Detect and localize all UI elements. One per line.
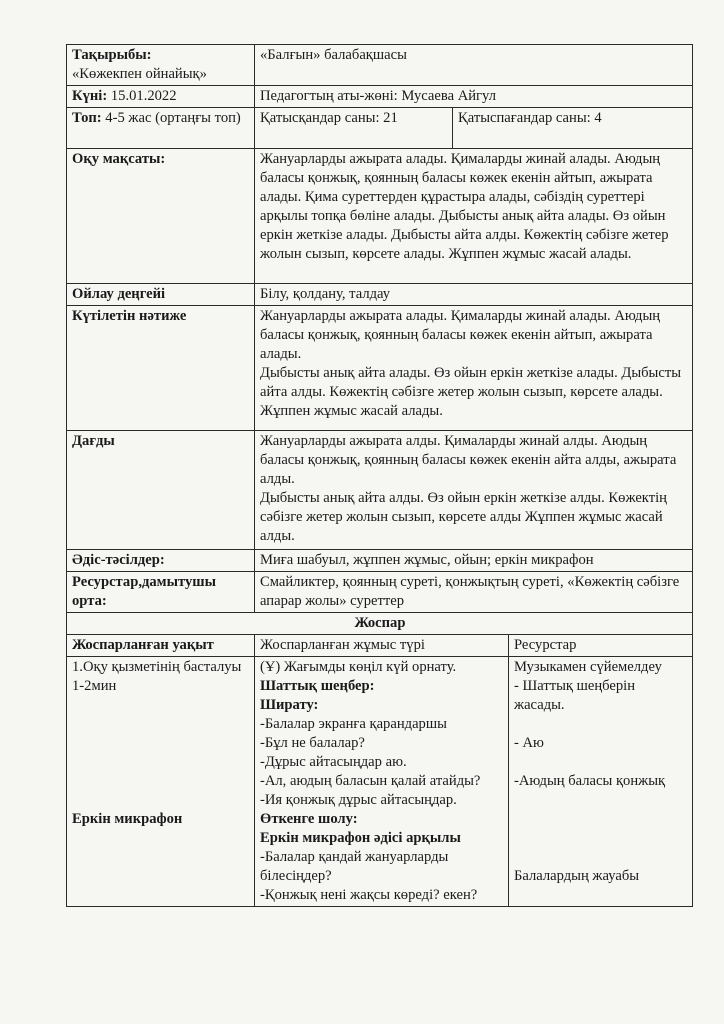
level-text: Білу, қолдану, талдау: [255, 284, 693, 306]
absent-count: Қатыспағандар саны: 4: [453, 108, 693, 149]
free-mic-label: Еркін микрафон: [72, 811, 183, 827]
teacher-name: Педагогтың аты-жөні: Мусаева Айгул: [255, 86, 693, 108]
resource-line: - Шаттық шеңберін жасады.: [514, 678, 636, 713]
methods-text: Миға шабуыл, жұппен жұмыс, ойын; еркін микрафон: [255, 550, 693, 572]
date-cell: [67, 86, 255, 108]
spacer: [514, 753, 688, 772]
topic-cell: [67, 45, 255, 86]
work-line: (Ұ) Жағымды көңіл күй орнату.: [260, 659, 457, 675]
skill-label: Дағды: [67, 431, 255, 550]
plan-row: [67, 657, 693, 907]
work-heading: Шаттық шеңбер:: [260, 678, 375, 694]
lesson-plan-table: [66, 44, 693, 907]
topic-value: «Көжекпен ойнайық»: [72, 66, 207, 82]
goal-row: [67, 149, 693, 284]
expected-row: [67, 306, 693, 431]
stage-name: 1.Оқу қызметінің басталуы: [72, 659, 242, 675]
lesson-plan-document: [66, 44, 692, 907]
group-row: [67, 108, 693, 149]
group-value: 4-5 жас (ортаңғы топ): [101, 110, 241, 126]
group-label: Топ:: [72, 110, 102, 126]
stage-duration: 1-2мин: [72, 678, 117, 694]
resource-line: - Аю: [514, 735, 544, 751]
work-line: -Балалар қандай жануарларды білесіңдер?: [260, 849, 449, 884]
work-line: -Дұрыс айтасыңдар аю.: [260, 754, 407, 770]
date-row: [67, 86, 693, 108]
work-heading: Еркін микрафон әдісі арқылы: [260, 830, 461, 846]
skill-row: [67, 431, 693, 550]
plan-work-cell: [255, 657, 509, 907]
spacer: [72, 696, 250, 810]
resources-text: Смайликтер, қоянның суреті, қонжықтың суреті, «Көжектің сәбізге апарар жолы» суреттер: [255, 572, 693, 613]
level-row: [67, 284, 693, 306]
plan-header-row: [67, 635, 693, 657]
work-line: -Қонжық нені жақсы көреді? екен?: [260, 887, 478, 903]
plan-time-cell: [67, 657, 255, 907]
kindergarten-name: «Балғын» балабақшасы: [255, 45, 693, 86]
resource-line: -Аюдың баласы қонжық: [514, 773, 666, 789]
skill-text: Жануарларды ажырата алды. Қималарды жинай алды. Аюдың баласы қонжық, қоянның баласы көжек екенін айта алды, ажырата алды. Дыбысты анық айта алды. Өз ойын еркін жеткізе алды. Көжектің сәбізге жетер жолын сызып, көрсете алды Жұппен жұмыс жасай алды.: [255, 431, 693, 550]
plan-col-work: Жоспарланған жұмыс түрі: [255, 635, 509, 657]
plan-resources-cell: [509, 657, 693, 907]
spacer: [514, 715, 688, 734]
resources-row: [67, 572, 693, 613]
work-line: -Балалар экранға қарандаршы: [260, 716, 447, 732]
date-value: 15.01.2022: [107, 88, 177, 104]
plan-col-resources: Ресурстар: [509, 635, 693, 657]
work-line: -Ия қонжық дұрыс айтасыңдар.: [260, 792, 457, 808]
spacer: [514, 791, 688, 867]
expected-text: Жануарларды ажырата алады. Қималарды жинай алады. Аюдың баласы қонжық, қоянның баласы көжек екенін айтып, ажырата алады. Дыбысты анық айта алады. Өз ойын еркін жеткізе алады. Дыбысты айта алды. Көжектің сәбізге жетер жолын сызып, көрсете алады. Жұппен жұмыс жасай алады.: [255, 306, 693, 431]
resources-label: Ресурстар,дамытушы орта:: [67, 572, 255, 613]
topic-label: Тақырыбы:: [72, 47, 152, 63]
present-count: Қатысқандар саны: 21: [255, 108, 453, 149]
resource-line: Балалардың жауабы: [514, 868, 640, 884]
goal-text: Жануарларды ажырата алады. Қималарды жинай алады. Аюдың баласы қонжық, қоянның баласы көжек екенін айтып, ажырата алады. Қима суреттерден құрастыра алады, сәбіздің суреттері арқылы топқа бөліне алады. Дыбысты анық айта алады. Өз ойын еркін жеткізе алады. Дыбысты айта алды. Көжектің сәбізге жетер жолын сызып, көрсете алады. Жұппен жұмыс жасай алады.: [255, 149, 693, 284]
topic-row: [67, 45, 693, 86]
plan-col-time: Жоспарланған уақыт: [67, 635, 255, 657]
level-label: Ойлау деңгейі: [67, 284, 255, 306]
plan-title-row: [67, 613, 693, 635]
methods-row: [67, 550, 693, 572]
expected-label: Күтілетін нәтиже: [67, 306, 255, 431]
goal-label: Оқу мақсаты:: [67, 149, 255, 284]
group-cell: [67, 108, 255, 149]
work-heading: Өткенге шолу:: [260, 811, 358, 827]
work-line: -Ал, аюдың баласын қалай атайды?: [260, 773, 481, 789]
work-heading: Ширату:: [260, 697, 319, 713]
resource-line: Музыкамен сүйемелдеу: [514, 659, 662, 675]
work-line: -Бұл не балалар?: [260, 735, 365, 751]
methods-label: Әдіс-тәсілдер:: [67, 550, 255, 572]
plan-title: Жоспар: [67, 613, 693, 635]
date-label: Күні:: [72, 88, 108, 104]
